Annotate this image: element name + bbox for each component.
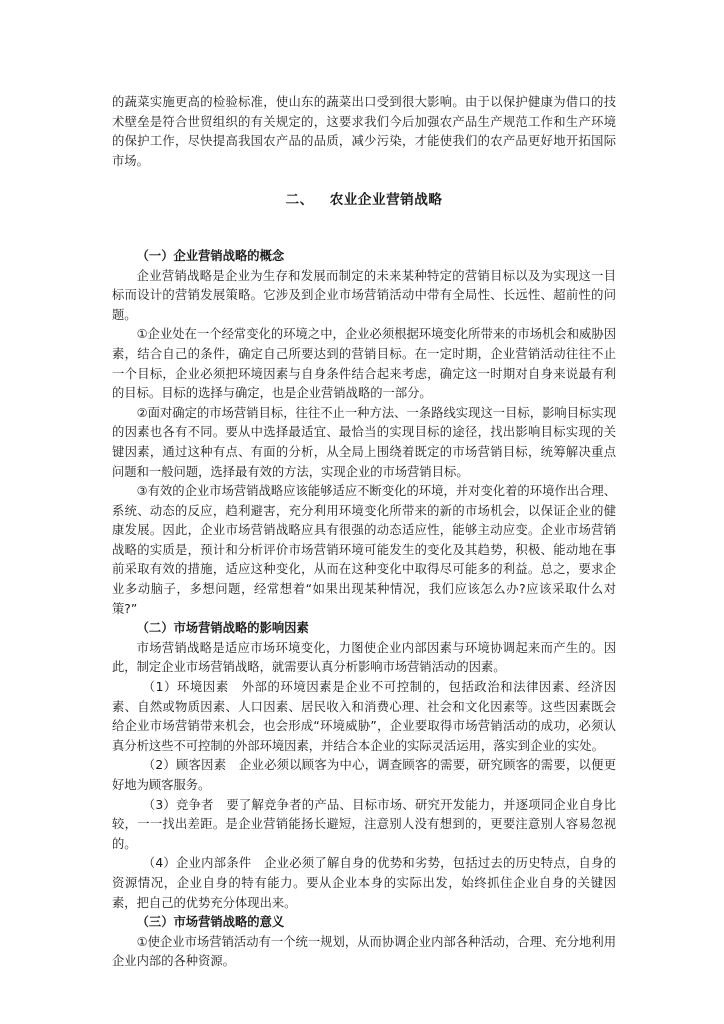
- paragraph: ①使企业市场营销活动有一个统一规划，从而协调企业内部各种活动，合理、充分地利用企业内部的各种资源。: [112, 934, 616, 969]
- paragraph: ②面对确定的市场营销目标，往往不止一种方法、一条路线实现这一目标，影响目标实现的因素也各有不同。要从中选择最适宜、最恰当的实现目标的途径，找出影响目标实现的关键因素，通过这种有点、有面的分析，从全局上围绕着既定的市场营销目标，统筹解决重点问题和一般问题，选择最有效的方法，实现企业的市场营销目标。: [112, 405, 616, 479]
- subsection-heading-1: （一）企业营销战略的概念: [136, 248, 285, 263]
- paragraph: ①企业处在一个经常变化的环境之中，企业必须根据环境变化所带来的市场机会和威胁因素，结合自己的条件，确定自己所要达到的营销目标。在一定时期，企业营销活动往往不止一个目标，企业必须把环境因素与自身条件结合起来考虑，确定这一时期对自身来说最有利的目标。目标的选择与确定，也是企业营销战略的一部分。: [112, 327, 616, 401]
- paragraph: 企业营销战略是企业为生存和发展而制定的未来某种特定的营销目标以及为实现这一目标而设计的营销发展策略。它涉及到企业市场营销活动中带有全局性、长远性、超前性的问题。: [112, 268, 616, 322]
- paragraph: ③有效的企业市场营销战略应该能够适应不断变化的环境，并对变化着的环境作出合理、系统、动态的反应，趋利避害，充分利用环境变化所带来的新的市场机会，以保证企业的健康发展。因此，企业市场营销战略应具有很强的动态适应性，能够主动应变。企业市场营销战略的实质是，预计和分析评价市场营销环境可能发生的变化及其趋势，积极、能动地在事前采取有效的措施，适应这种变化，从而在这种变化中取得尽可能多的利益。总之，要求企业多动脑子，多想问题，经常想着“如果出现某种情况，我们应该怎么办?应该采取什么对策?”: [112, 484, 616, 616]
- section-title: 农业企业营销战略: [329, 192, 443, 209]
- section-heading: [112, 191, 616, 211]
- section-number: 二、: [285, 192, 314, 209]
- paragraph: （2）顾客因素 企业必须以顾客为中心，调查顾客的需要，研究顾客的需要，以便更好地为顾客服务。: [112, 758, 616, 792]
- intro-paragraph: 的蔬菜实施更高的检验标准，使山东的蔬菜出口受到很大影响。由于以保护健康为借口的技术壁垒是符合世贸组织的有关规定的，这要求我们今后加强农产品生产规范工作和生产环境的保护工作，尽快提高我国农产品的品质，减少污染，才能使我们的农产品更好地开拓国际市场。: [112, 95, 616, 168]
- paragraph: 市场营销战略是适应市场环境变化，力图使企业内部因素与环境协调起来而产生的。因此，制定企业市场营销战略，就需要认真分析影响市场营销活动的因素。: [112, 640, 616, 675]
- subsection-heading-3: （三）市场营销战略的意义: [136, 915, 285, 930]
- paragraph: （4）企业内部条件 企业必须了解自身的优势和劣势，包括过去的历史特点，自身的资源情况，企业自身的特有能力。要从企业本身的实际出发，始终抓住企业自身的关键因素，把自己的优势充分体现出来。: [112, 856, 616, 910]
- page-content: [112, 93, 616, 972]
- paragraph: （3）竞争者 要了解竞争者的产品、目标市场、研究开发能力，并逐项同企业自身比较，一一找出差距。是企业营销能扬长避短，注意别人没有想到的，更要注意别人容易忽视的。: [112, 797, 616, 851]
- subsection-heading-2: （二）市场营销战略的影响因素: [136, 621, 309, 636]
- paragraph: （1）环境因素 外部的环境因素是企业不可控制的，包括政治和法律因素、经济因素、自然或物质因素、人口因素、居民收入和消费心理、社会和文化因素等。这些因素既会给企业市场营销带来机会，也会形成“环境威胁”，企业要取得市场营销活动的成功，必须认真分析这些不可控制的外部环境因素，并结合本企业的实际灵活运用，落实到企业的实处。: [112, 680, 616, 753]
